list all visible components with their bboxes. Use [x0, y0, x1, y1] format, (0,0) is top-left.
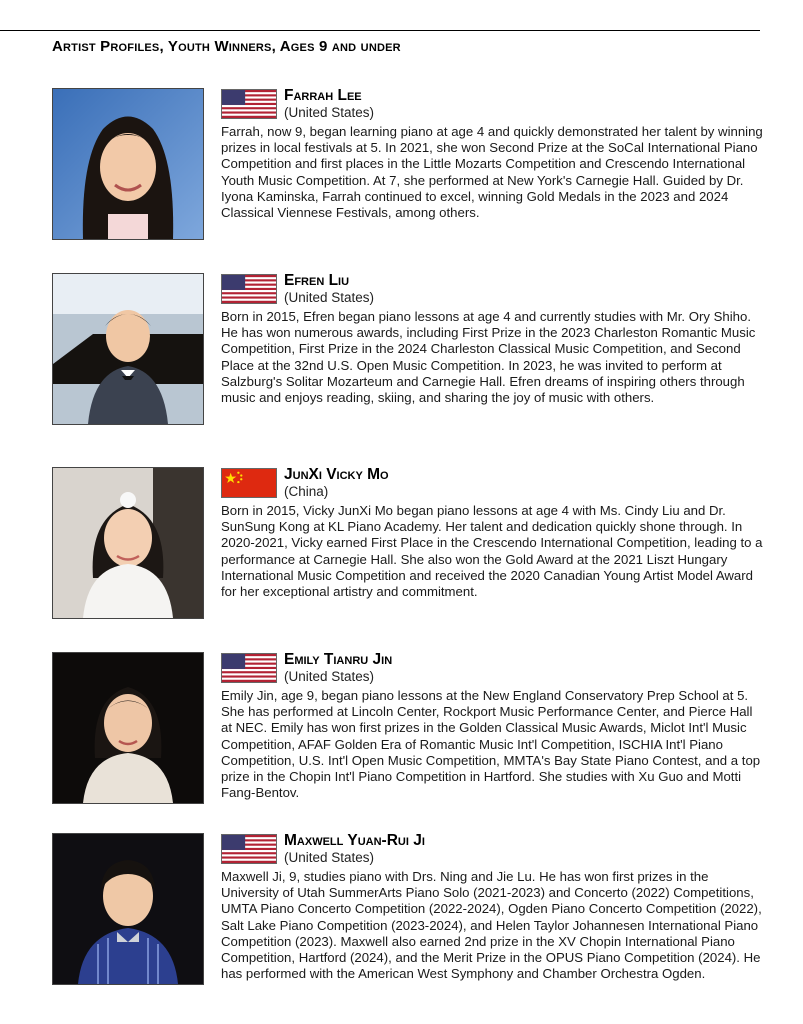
artist-name: Efren Liu: [284, 272, 350, 289]
us-flag-icon: [221, 653, 277, 683]
artist-bio: Born in 2015, Vicky JunXi Mo began piano lessons at age 4 with Ms. Cindy Liu and Dr. SunSung Kong at KL Piano Academy. Her talent and dedication quickly shone through. In 2020-2021, Vicky earned First Place in the Crescendo International Competition, leading to a performance at Carnegie Hall. She also won the Gold Award at the 2021 Liszt Hungary International Music Competition and received the 2020 Canadian Young Artist Model Award for her exceptional artistry and commitment.: [221, 503, 763, 600]
artist-country: (United States): [284, 669, 375, 684]
top-divider: [0, 30, 760, 31]
artist-bio: Maxwell Ji, 9, studies piano with Drs. Ning and Jie Lu. He has won first prizes in the University of Utah SummerArts Piano Solo (2021-2023) and Concerto (2022) Competitions, UMTA Piano Concerto Competition (2022-2024), Ogden Piano Concerto Competition (2022), Salt Lake Piano Competition (2023-2024), and Helen Taylor Johannesen International Piano Competition (2023). Maxwell also earned 2nd prize in the XV Chopin International Piano Competition, Hartford (2024), and the Merit Prize in the OPUS Piano Competition (2024). He has performed with the American West Symphony and Chamber Orchestra Ogden.: [221, 869, 762, 982]
page-title: Artist Profiles, Youth Winners, Ages 9 and under: [52, 38, 401, 55]
artist-photo: [52, 88, 204, 240]
artist-country: (United States): [284, 105, 375, 120]
artist-country: (China): [284, 484, 329, 499]
artist-country: (United States): [284, 290, 375, 305]
us-flag-icon: [221, 834, 277, 864]
artist-bio: Farrah, now 9, began learning piano at age 4 and quickly demonstrated her talent by winning prizes in local festivals at 5. In 2021, she won Second Prize at the SoCal International Piano Competition and first places in the Little Mozarts Competition and Crescendo International Youth Music Competition. At 7, she performed at New York's Carnegie Hall. Guided by Dr. Iyona Kaminska, Farrah continued to excel, winning Gold Medals in the 2023 and 2024 Classical Viennese Festivals, among others.: [221, 124, 763, 221]
artist-name: Emily Tianru Jin: [284, 651, 393, 668]
artist-bio: Born in 2015, Efren began piano lessons at age 4 and currently studies with Mr. Ory Shiho. He has won numerous awards, including First Prize in the 2023 Charleston Romantic Music Competition, First Prize in the 2024 Charleston Classical Music Competition, and Second Place at the 32nd U.S. Open Music Competition. In 2023, he was invited to perform at Salzburg's Solitar Mozarteum and Carnegie Hall. Efren dreams of inspiring others through music and enjoys reading, skiing, and sharing the joy of music with others.: [221, 309, 756, 406]
artist-name: Farrah Lee: [284, 87, 362, 104]
china-flag-icon: [221, 468, 277, 498]
us-flag-icon: [221, 274, 277, 304]
artist-photo: [52, 833, 204, 985]
artist-bio: Emily Jin, age 9, began piano lessons at the New England Conservatory Prep School at 5. She has performed at Lincoln Center, Rockport Music Performance Center, and Pierce Hall at NEC. Emily has won first prizes in the Golden Classical Music Awards, Miclot Int'l Music Competition, AFAF Golden Era of Romantic Music Int'l Competition, ISCHIA Int'l Piano Competition, U.S. Int'l Open Music Competition, MMTA's Bay State Piano Contest, and a top prize in the Chopin Int'l Piano Competition in Hartford. She studies with Xu Guo and Motti Fang-Bentov.: [221, 688, 761, 801]
us-flag-icon: [221, 89, 277, 119]
artist-photo: [52, 652, 204, 804]
artist-country: (United States): [284, 850, 375, 865]
artist-photo: [52, 467, 204, 619]
artist-name: Maxwell Yuan-Rui Ji: [284, 832, 425, 849]
artist-name: JunXi Vicky Mo: [284, 466, 389, 483]
artist-photo: [52, 273, 204, 425]
